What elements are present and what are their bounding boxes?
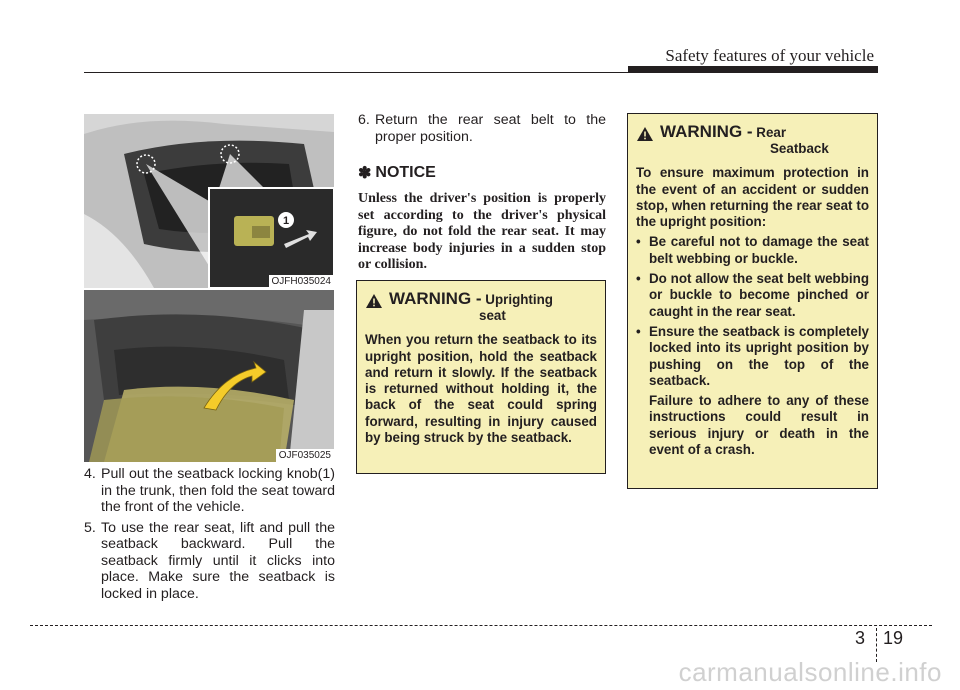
step-item bbox=[84, 466, 335, 516]
notice-symbol-icon: ✽ bbox=[358, 165, 372, 182]
warning-triangle-icon bbox=[365, 293, 383, 309]
step-text: Return the rear seat belt to the proper position. bbox=[375, 112, 606, 145]
chapter-number: 3 bbox=[855, 628, 866, 648]
callout-number: 1 bbox=[282, 215, 290, 227]
watermark: carmanualsonline.info bbox=[678, 657, 942, 687]
rear-seat-illustration bbox=[84, 290, 334, 462]
header-rule-accent bbox=[628, 66, 878, 72]
list-item bbox=[636, 324, 869, 389]
bullet-text: Ensure the seatback is completely locked into its upright position by pushing on the top of the seatback. bbox=[649, 323, 869, 388]
figure-label: OJF035025 bbox=[276, 449, 334, 462]
warning-label: WARNING - bbox=[660, 122, 753, 141]
list-item bbox=[636, 271, 869, 320]
trunk-drawing bbox=[84, 114, 334, 288]
notice-heading bbox=[358, 163, 606, 183]
warning-closing: Failure to adhere to any of these instructions could result in serious injury or death in the event of a crash. bbox=[649, 393, 869, 458]
page-header-title: Safety features of your vehicle bbox=[665, 46, 874, 65]
list-item bbox=[636, 234, 869, 267]
page-number: 19 bbox=[883, 628, 904, 648]
warning-body: When you return the seatback to its upright position, hold the seatback and return it slowly. If the seatback is returned without holding it, the back of the seat could spring forward, resulting in injury caused by being struck by the seatback. bbox=[365, 332, 597, 446]
figure-label: OJFH035024 bbox=[269, 275, 334, 288]
footer-rule bbox=[30, 625, 932, 626]
bullet-text: Do not allow the seat belt webbing or buckle to become pinched or caught in the rear seat. bbox=[649, 271, 869, 319]
warning-label: WARNING - bbox=[389, 289, 482, 308]
notice-title: NOTICE bbox=[375, 164, 436, 181]
warning-triangle-icon bbox=[636, 126, 654, 142]
rear-seat-drawing bbox=[84, 290, 334, 462]
step-item bbox=[358, 112, 606, 145]
step-number: 4. bbox=[84, 466, 96, 482]
warning-box-uprighting-seat bbox=[356, 280, 606, 474]
notice-body: Unless the driver's position is properly set according to the driver's physical figure, do not fold the rear seat. It may increase body injuries in a sudden stop or collision. bbox=[358, 191, 606, 273]
trunk-illustration bbox=[84, 114, 334, 288]
header-rule bbox=[84, 72, 878, 73]
bullet-icon: • bbox=[636, 271, 641, 287]
warning-heading bbox=[636, 124, 869, 157]
warning-box-rear-seatback bbox=[627, 113, 878, 489]
bullet-text: Be careful not to damage the seat belt webbing or buckle. bbox=[649, 234, 869, 266]
warning-subject-cont: Seatback bbox=[770, 141, 829, 157]
warning-subject: Rear bbox=[756, 125, 787, 140]
step-number: 5. bbox=[84, 519, 96, 536]
step-number: 6. bbox=[358, 112, 370, 128]
warning-bullet-list bbox=[636, 234, 869, 389]
warning-subject: Uprighting bbox=[485, 292, 553, 307]
bullet-icon: • bbox=[636, 234, 641, 250]
step-text: Pull out the seatback locking knob(1) in the trunk, then fold the seat toward the front of the vehicle. bbox=[101, 466, 335, 515]
step-text: To use the rear seat, lift and pull the seatback backward. Pull the seatback firmly until it clicks into place. Make sure the seatback is locked in place. bbox=[101, 519, 335, 602]
middle-column bbox=[358, 112, 606, 274]
warning-heading bbox=[365, 291, 597, 324]
warning-subject-cont: seat bbox=[479, 308, 506, 324]
step-item bbox=[84, 520, 335, 603]
warning-intro: To ensure maximum protection in the event of an accident or sudden stop, when returning the rear seat to the upright position: bbox=[636, 165, 869, 230]
instruction-steps bbox=[84, 466, 335, 606]
bullet-icon: • bbox=[636, 323, 641, 339]
